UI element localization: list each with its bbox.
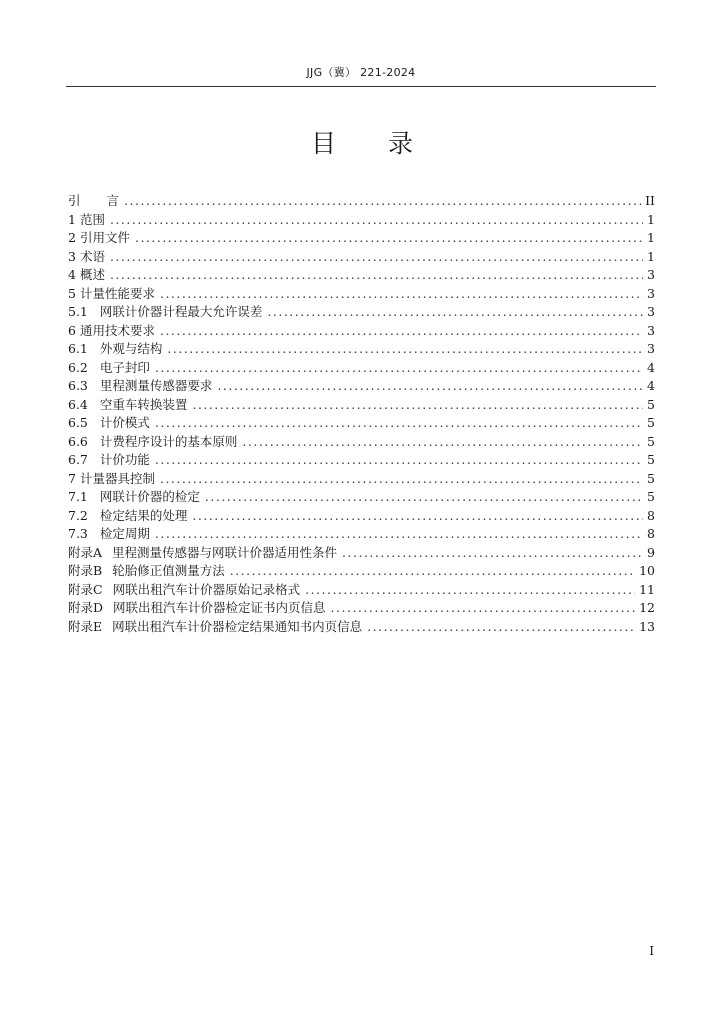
toc-entry-page: 5: [647, 452, 655, 467]
toc-entry-title: 网联出租汽车计价器原始记录格式: [112, 581, 301, 597]
toc-entry-number: 6.1: [68, 341, 88, 356]
toc-leader-dots: [110, 248, 643, 267]
toc-entry-page: 9: [647, 544, 655, 560]
toc-entry-page: 5: [647, 489, 655, 504]
toc-leader-dots: [230, 562, 635, 581]
toc-entry[interactable]: [68, 303, 655, 322]
toc-leader-dots: [160, 470, 643, 489]
toc-entry-number: 7.3: [68, 526, 88, 541]
toc-entry-page: II: [645, 193, 655, 208]
toc-entry-title: 网联出租汽车计价器检定结果通知书内页信息: [112, 618, 363, 634]
toc-entry-page: 5: [647, 415, 655, 430]
running-header: [66, 64, 656, 87]
toc-leader-dots: [367, 618, 635, 637]
table-of-contents: [68, 192, 655, 636]
toc-entry[interactable]: [68, 340, 655, 359]
toc-entry[interactable]: [68, 192, 655, 211]
toc-entry-number: 7: [68, 470, 76, 486]
toc-entry[interactable]: [68, 248, 655, 267]
toc-entry-number: 6.6: [68, 433, 88, 449]
toc-entry-title: 计价模式: [99, 415, 150, 430]
toc-entry-page: 3: [647, 322, 655, 338]
toc-entry[interactable]: [68, 359, 655, 378]
toc-entry-title: 计量性能要求: [79, 285, 155, 301]
toc-leader-dots: [155, 525, 643, 544]
toc-entry-page: 11: [639, 581, 655, 597]
toc-leader-dots: [167, 340, 643, 359]
page-title: 目 录: [311, 129, 435, 158]
toc-entry[interactable]: [68, 229, 655, 248]
toc-entry-number: 附录D: [68, 600, 104, 615]
toc-entry-number: 7.2: [68, 507, 88, 523]
toc-entry-page: 3: [647, 285, 655, 301]
toc-leader-dots: [160, 322, 643, 341]
toc-entry[interactable]: [68, 451, 655, 470]
toc-entry-number: 7.1: [68, 489, 88, 504]
toc-leader-dots: [155, 451, 643, 470]
toc-entry-title: 轮胎修正值测量方法: [112, 563, 225, 578]
toc-entry[interactable]: [68, 377, 655, 396]
toc-entry[interactable]: [68, 618, 655, 637]
toc-entry-number: 附录E: [68, 618, 103, 634]
toc-entry-title: 网联计价器计程最大允许误差: [99, 304, 263, 319]
page-number: I: [649, 944, 654, 958]
toc-entry-page: 1: [647, 211, 655, 227]
toc-entry-number: 4: [68, 267, 76, 282]
toc-entry-number: 3: [68, 248, 76, 264]
toc-entry-number: 5: [68, 285, 76, 301]
toc-entry-number: 6.3: [68, 378, 88, 393]
toc-entry[interactable]: [68, 414, 655, 433]
toc-leader-dots: [135, 229, 643, 248]
toc-entry-page: 1: [647, 230, 655, 245]
toc-leader-dots: [110, 266, 643, 285]
toc-entry-number: 附录B: [68, 563, 103, 578]
toc-entry-page: 3: [647, 304, 655, 319]
toc-entry-title: 计价功能: [99, 452, 150, 467]
toc-leader-dots: [160, 285, 643, 304]
toc-entry[interactable]: [68, 266, 655, 285]
toc-entry-page: 3: [647, 267, 655, 282]
toc-entry-number: 1: [68, 211, 76, 227]
toc-entry-number: 附录C: [68, 581, 103, 597]
toc-leader-dots: [192, 507, 643, 526]
toc-leader-dots: [267, 303, 643, 322]
toc-leader-dots: [205, 488, 643, 507]
toc-entry[interactable]: [68, 322, 655, 341]
toc-entry[interactable]: [68, 544, 655, 563]
toc-entry-page: 8: [647, 507, 655, 523]
toc-entry-title: 言: [106, 193, 120, 208]
toc-entry-title: 电子封印: [99, 359, 150, 375]
toc-leader-dots: [331, 599, 636, 618]
toc-entry-title: 空重车转换装置: [99, 396, 188, 412]
toc-entry-number: 附录A: [68, 544, 103, 560]
toc-entry-number: 6.7: [68, 452, 88, 467]
toc-entry-page: 13: [639, 618, 655, 634]
toc-entry-page: 4: [647, 359, 655, 375]
toc-entry[interactable]: [68, 211, 655, 230]
toc-entry-title: 计量器具控制: [79, 470, 155, 486]
toc-entry-page: 3: [647, 341, 655, 356]
toc-entry-number: 6.4: [68, 396, 88, 412]
toc-entry-page: 4: [647, 378, 655, 393]
toc-entry[interactable]: [68, 433, 655, 452]
toc-leader-dots: [242, 433, 643, 452]
toc-entry[interactable]: [68, 470, 655, 489]
toc-entry-number: 引: [68, 193, 81, 208]
toc-leader-dots: [305, 581, 635, 600]
toc-entry-page: 1: [647, 248, 655, 264]
toc-leader-dots: [217, 377, 643, 396]
toc-entry-title: 引用文件: [79, 230, 130, 245]
toc-entry-title: 通用技术要求: [79, 322, 155, 338]
toc-entry-title: 网联计价器的检定: [99, 489, 200, 504]
toc-entry[interactable]: [68, 525, 655, 544]
toc-entry-page: 5: [647, 433, 655, 449]
toc-leader-dots: [124, 192, 641, 211]
toc-leader-dots: [155, 359, 643, 378]
toc-entry[interactable]: [68, 599, 655, 618]
toc-entry-title: 网联出租汽车计价器检定证书内页信息: [113, 600, 326, 615]
toc-entry-title: 术语: [79, 248, 105, 264]
toc-entry-number: 2: [68, 230, 76, 245]
standard-code: JJG（冀） 221-2024: [306, 66, 416, 79]
toc-entry-page: 8: [647, 526, 655, 541]
toc-leader-dots: [155, 414, 643, 433]
toc-leader-dots: [342, 544, 643, 563]
toc-entry[interactable]: [68, 285, 655, 304]
toc-entry-number: 6.5: [68, 415, 88, 430]
toc-entry-title: 计费程序设计的基本原则: [99, 433, 238, 449]
toc-entry[interactable]: [68, 396, 655, 415]
toc-entry-title: 里程测量传感器要求: [99, 378, 213, 393]
toc-entry-page: 10: [639, 563, 655, 578]
toc-entry-page: 12: [639, 600, 655, 615]
toc-entry-title: 里程测量传感器与网联计价器适用性条件: [112, 544, 338, 560]
toc-entry[interactable]: [68, 562, 655, 581]
toc-entry-page: 5: [647, 470, 655, 486]
toc-entry-title: 外观与结构: [99, 341, 163, 356]
toc-entry-title: 检定结果的处理: [99, 507, 188, 523]
toc-entry-number: 5.1: [68, 304, 88, 319]
toc-leader-dots: [192, 396, 643, 415]
toc-entry[interactable]: [68, 488, 655, 507]
toc-entry-number: 6: [68, 322, 76, 338]
toc-leader-dots: [110, 211, 643, 230]
toc-entry-title: 检定周期: [99, 526, 150, 541]
toc-entry-title: 概述: [79, 267, 105, 282]
toc-entry-page: 5: [647, 396, 655, 412]
toc-entry[interactable]: [68, 507, 655, 526]
toc-entry-title: 范围: [79, 211, 105, 227]
toc-entry[interactable]: [68, 581, 655, 600]
toc-entry-number: 6.2: [68, 359, 88, 375]
